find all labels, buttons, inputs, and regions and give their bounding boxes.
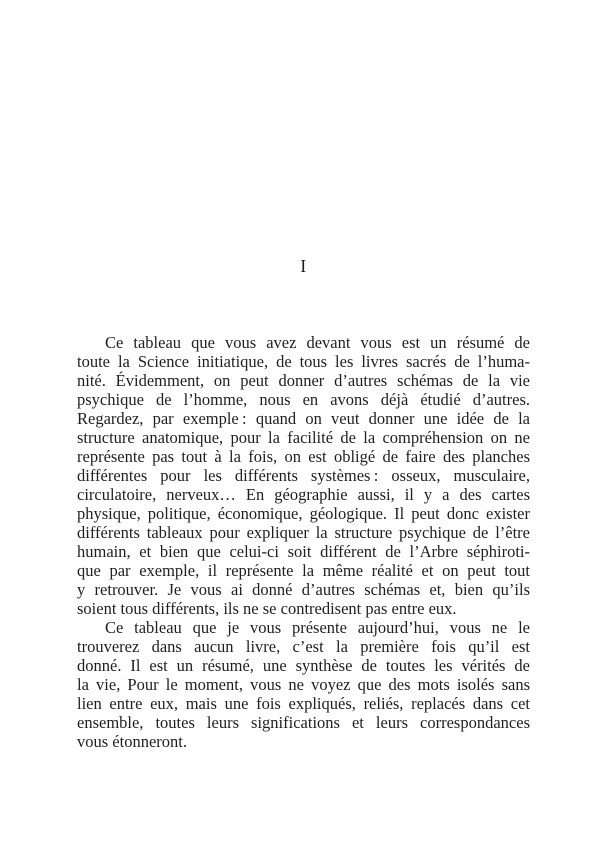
text-line: Regardez, par exemple : quand on veut donner une idée de la (77, 409, 530, 428)
paragraph (77, 618, 530, 751)
text-line: circulatoire, nerveux… En géographie aussi, il y a des cartes (77, 485, 530, 504)
body-text-block (77, 333, 530, 751)
text-line: lien entre eux, mais une fois expliqués, reliés, replacés dans cet (77, 694, 530, 713)
text-line: structure anatomique, pour la facilité de la compréhension on ne (77, 428, 530, 447)
text-line: différents tableaux pour expliquer la structure psychique de l’être (77, 523, 530, 542)
text-line: y retrouver. Je vous ai donné d’autres schémas et, bien qu’ils (77, 580, 530, 599)
text-line: vous étonneront. (77, 732, 187, 751)
text-line: Ce tableau que vous avez devant vous est un résumé de (105, 333, 530, 352)
text-line: Ce tableau que je vous présente aujourd’hui, vous ne le (105, 618, 530, 637)
text-line: représente pas tout à la fois, on est obligé de faire des planches (77, 447, 530, 466)
text-line: que par exemple, il représente la même réalité et on peut tout (77, 561, 530, 580)
text-line: physique, politique, économique, géologique. Il peut donc exister (77, 504, 530, 523)
text-line: donné. Il est un résumé, une synthèse de toutes les vérités de (77, 656, 530, 675)
text-line: toute la Science initiatique, de tous les livres sacrés de l’huma- (77, 352, 530, 371)
text-line: soient tous différents, ils ne se contredisent pas entre eux. (77, 599, 457, 618)
text-line: différentes pour les différents systèmes : osseux, musculaire, (77, 466, 530, 485)
chapter-heading: I (300, 256, 307, 276)
text-line: la vie, Pour le moment, vous ne voyez que des mots isolés sans (77, 675, 530, 694)
text-line: trouverez dans aucun livre, c’est la première fois qu’il est (77, 637, 530, 656)
text-line: psychique de l’homme, nous en avons déjà étudié d’autres. (77, 390, 530, 409)
paragraph (77, 333, 530, 618)
text-line: humain, et bien que celui-ci soit différent de l’Arbre séphiroti- (77, 542, 530, 561)
text-line: nité. Évidemment, on peut donner d’autres schémas de la vie (77, 371, 530, 390)
text-line: ensemble, toutes leurs significations et leurs correspondances (77, 713, 530, 732)
